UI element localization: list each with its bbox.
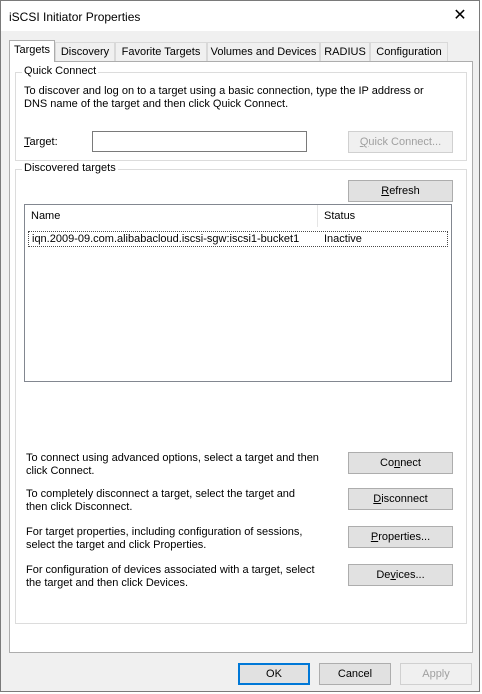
disconnect-button[interactable]: Disconnect (348, 488, 453, 510)
column-header-name[interactable]: Name (31, 210, 61, 222)
column-header-status[interactable]: Status (324, 210, 356, 222)
discovered-targets-group (15, 162, 467, 624)
close-icon[interactable]: ✕ (453, 7, 467, 24)
apply-button[interactable]: Apply (400, 663, 472, 685)
properties-button[interactable]: Properties... (348, 526, 453, 548)
targets-tab-panel (9, 61, 473, 653)
title-bar[interactable] (1, 1, 479, 31)
tab-configuration[interactable]: Configuration (370, 42, 448, 61)
table-row[interactable] (28, 231, 448, 247)
listview-header (25, 205, 451, 227)
target-status-cell: Inactive (324, 233, 362, 245)
properties-description: For target properties, including configuration of sessions, select the target and click Properties. (26, 526, 303, 551)
quick-connect-group-title: Quick Connect (24, 65, 97, 77)
quick-connect-button[interactable]: Quick Connect... (348, 131, 453, 153)
target-input[interactable] (92, 131, 307, 152)
tab-volumes-and-devices[interactable]: Volumes and Devices (207, 42, 320, 61)
refresh-button[interactable]: Refresh (348, 180, 453, 202)
tab-discovery[interactable]: Discovery (55, 42, 115, 61)
target-label: Target: (24, 136, 58, 148)
tab-radius[interactable]: RADIUS (320, 42, 370, 61)
devices-description: For configuration of devices associated with a target, select the target and then click Devices. (26, 564, 315, 589)
targets-listview[interactable] (24, 204, 452, 382)
disconnect-description: To completely disconnect a target, select the target and then click Disconnect. (26, 488, 296, 513)
devices-button[interactable]: Devices... (348, 564, 453, 586)
target-name-cell: iqn.2009-09.com.alibabacloud.iscsi-sgw:iscsi1-bucket1 (32, 233, 300, 245)
ok-button[interactable]: OK (238, 663, 310, 685)
quick-connect-group (15, 65, 467, 161)
cancel-button[interactable]: Cancel (319, 663, 391, 685)
window-title: iSCSI Initiator Properties (9, 10, 141, 24)
tab-favorite-targets[interactable]: Favorite Targets (115, 42, 207, 61)
tab-targets[interactable]: Targets (9, 40, 55, 62)
discovered-targets-group-title: Discovered targets (24, 162, 116, 174)
quick-connect-description: To discover and log on to a target using a basic connection, type the IP address or DNS name of the target and then click Quick Connect. (24, 85, 424, 110)
connect-button[interactable]: Connect (348, 452, 453, 474)
connect-description: To connect using advanced options, select a target and then click Connect. (26, 452, 319, 477)
